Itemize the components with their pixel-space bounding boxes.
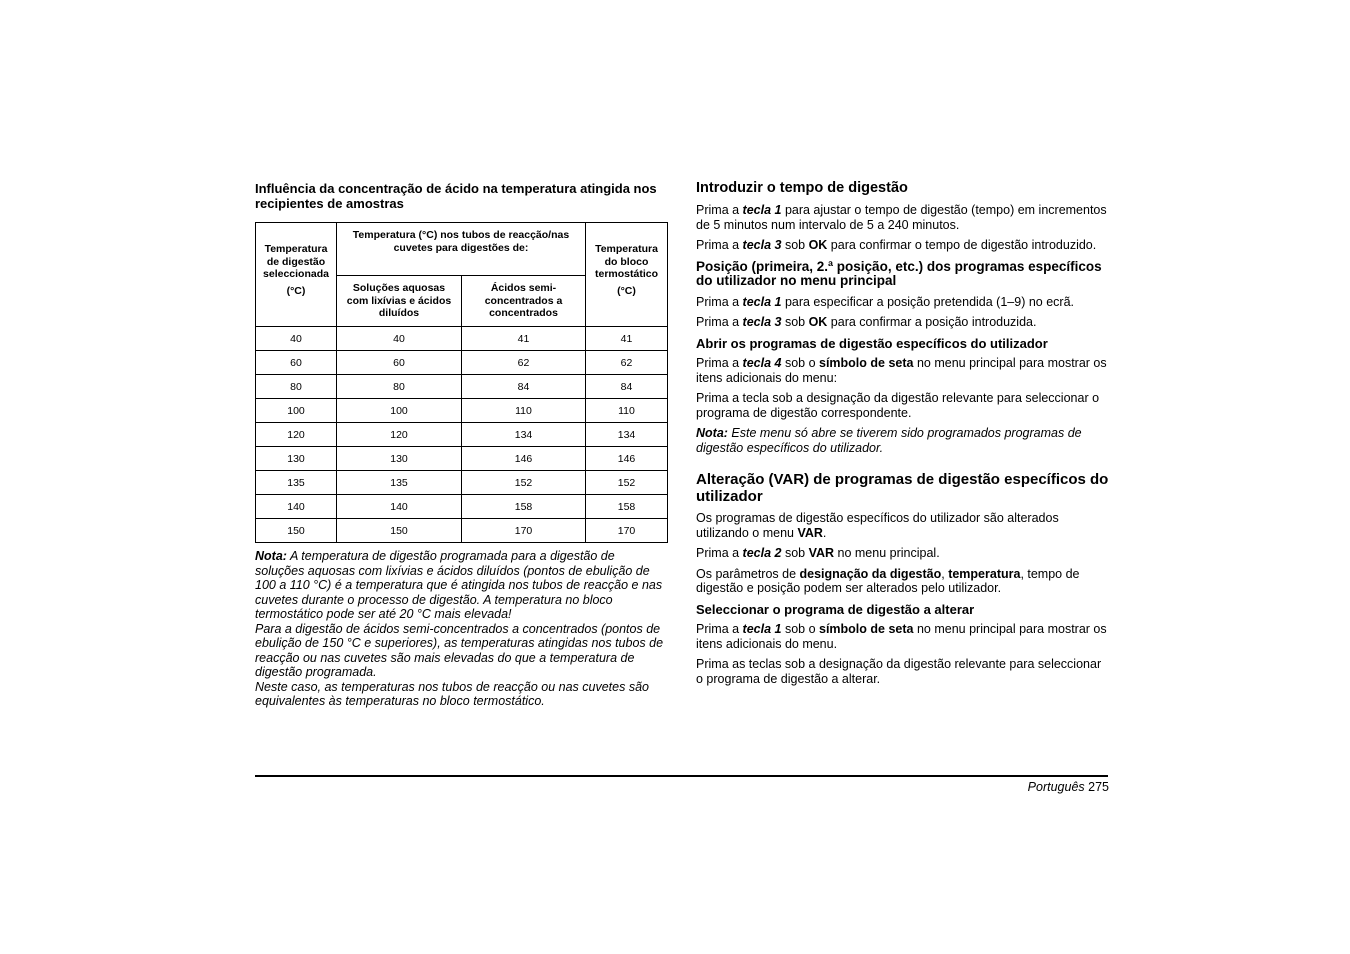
footer-rule xyxy=(255,775,1108,777)
paragraph: Os parâmetros de designação da digestão, temperatura, tempo de digestão e posição podem ser alterados pelo utilizador. xyxy=(696,566,1080,595)
note-text-3: Neste caso, as temperaturas nos tubos de reacção ou nas cuvetes são equivalentes às temperaturas no bloco termostático. xyxy=(255,679,649,708)
section-title-var: Alteração (VAR) de programas de digestão específicos do utilizador xyxy=(696,471,1109,505)
right-column xyxy=(696,180,1110,686)
header-selected-temperature: Temperatura de digestão seleccionada (°C) xyxy=(256,223,337,327)
section-title-digestion-time: Introduzir o tempo de digestão xyxy=(696,180,908,196)
note-text-1: A temperatura de digestão programada para a digestão de soluções aquosas com lixívias e ácidos diluídos (pontos de ebulição de 100 a 110 °C) é a temperatura que é atingida nos tubos de reacção e nas cuvetes durante o processo de digestão. A temperatura no bloco termostático pode ser até 20 °C mais elevada! xyxy=(255,549,663,621)
header-tube-temperature-group: Temperatura (°C) nos tubos de reacção/nas cuvetes para digestões de: xyxy=(337,223,586,276)
temperature-table xyxy=(255,222,668,543)
paragraph: Prima a tecla 1 para ajustar o tempo de digestão (tempo) em incrementos de 5 minutos num intervalo de 5 a 240 minutos. xyxy=(696,203,1107,232)
page-footer xyxy=(1028,780,1109,794)
left-column xyxy=(255,181,667,709)
section-title-open-programs: Abrir os programas de digestão específicos do utilizador xyxy=(696,335,1048,351)
header-dilute-solutions: Soluções aquosas com lixívias e ácidos diluídos xyxy=(337,276,462,327)
footer-language: Português xyxy=(1027,780,1085,794)
paragraph: Prima a tecla 1 sob o símbolo de seta no menu principal para mostrar os itens adicionais do menu. xyxy=(696,622,1107,651)
paragraph: Prima a tecla 3 sob OK para confirmar a posição introduzida. xyxy=(696,315,1037,329)
section-title-position: Posição (primeira, 2.ª posição, etc.) dos programas específicos do utilizador no menu principal xyxy=(696,258,1102,288)
paragraph: Prima as teclas sob a designação da digestão relevante para seleccionar o programa de digestão a alterar. xyxy=(696,657,1102,686)
table-row: 100 100 110 110 xyxy=(256,399,668,423)
note: Nota: Este menu só abre se tiverem sido programados programas de digestão específicos do utilizador. xyxy=(696,426,1082,455)
note-text-2: Para a digestão de ácidos semi-concentrados a concentrados (pontos de ebulição de 150 °C e superiores), as temperaturas atingidas nos tubos de reacção ou nas cuvetes são mais elevadas do que a temperatura de digestão programada. xyxy=(255,621,664,679)
paragraph: Prima a tecla sob a designação da digestão relevante para seleccionar o programa de digestão correspondente. xyxy=(696,391,1100,420)
table-row: 130 130 146 146 xyxy=(256,447,668,471)
table-row: 120 120 134 134 xyxy=(256,423,668,447)
table-row: 140 140 158 158 xyxy=(256,495,668,519)
table-row: 40 40 41 41 xyxy=(256,327,668,351)
section-title-select-program: Seleccionar o programa de digestão a alterar xyxy=(696,601,975,617)
table-row: 80 80 84 84 xyxy=(256,375,668,399)
paragraph: Prima a tecla 1 para especificar a posição pretendida (1–9) no ecrã. xyxy=(696,294,1075,309)
paragraph: Prima a tecla 3 sob OK para confirmar o tempo de digestão introduzido. xyxy=(696,238,1097,252)
table-note xyxy=(255,549,667,709)
table-row: 60 60 62 62 xyxy=(256,351,668,375)
header-concentrated-acids: Ácidos semi-concentrados a concentrados xyxy=(462,276,586,327)
paragraph: Os programas de digestão específicos do utilizador são alterados utilizando o menu VAR. xyxy=(696,511,1059,540)
note-label: Nota: xyxy=(255,549,287,563)
page-number: 275 xyxy=(1088,780,1109,794)
paragraph: Prima a tecla 4 sob o símbolo de seta no menu principal para mostrar os itens adicionais do menu: xyxy=(696,356,1107,385)
table-row: 135 135 152 152 xyxy=(256,471,668,495)
header-block-temperature: Temperatura do bloco termostático (°C) xyxy=(586,223,668,327)
table-row: 150 150 170 170 xyxy=(256,519,668,543)
table-title: Influência da concentração de ácido na temperatura atingida nos recipientes de amostras xyxy=(255,181,657,211)
paragraph: Prima a tecla 2 sob VAR no menu principal. xyxy=(696,546,940,560)
